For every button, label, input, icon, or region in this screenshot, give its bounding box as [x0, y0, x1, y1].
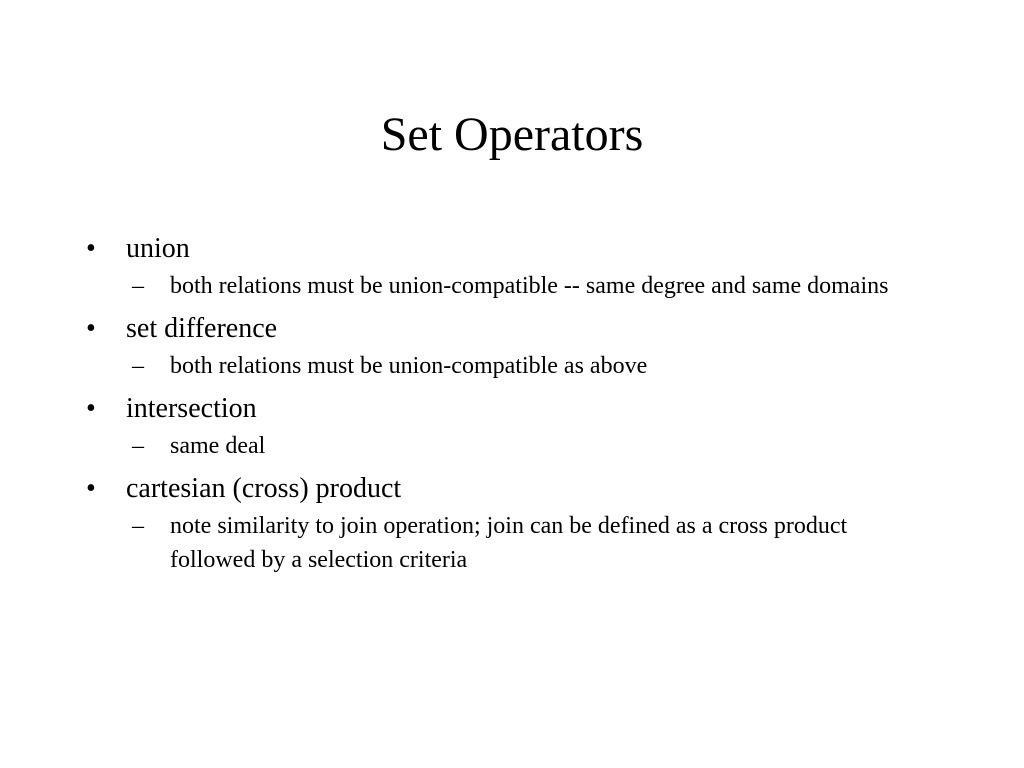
- bullet-list: [86, 229, 946, 583]
- bullet-item-union: [86, 229, 946, 303]
- sub-list: [132, 349, 946, 383]
- bullet-item-intersection: [86, 389, 946, 463]
- bullet-text: union: [126, 233, 190, 264]
- bullet-marker: •: [86, 473, 96, 504]
- bullet-item-cartesian-product: [86, 469, 946, 577]
- bullet-text: intersection: [126, 393, 257, 424]
- sub-list: [132, 509, 946, 577]
- sub-marker: –: [132, 353, 144, 379]
- sub-text: both relations must be union-compatible -- same degree and same domains: [170, 273, 889, 299]
- bullet-marker: •: [86, 393, 96, 424]
- sub-list: [132, 429, 946, 463]
- sub-text: both relations must be union-compatible as above: [170, 353, 648, 379]
- sub-text: note similarity to join operation; join can be defined as a cross product followed by a selection criteria: [170, 513, 848, 573]
- sub-text: same deal: [170, 433, 266, 459]
- sub-marker: –: [132, 433, 144, 459]
- bullet-marker: •: [86, 313, 96, 344]
- slide-title: Set Operators: [380, 108, 644, 161]
- bullet-marker: •: [86, 233, 96, 264]
- bullet-item-set-difference: [86, 309, 946, 383]
- sub-item: [132, 349, 946, 383]
- bullet-text: cartesian (cross) product: [126, 473, 402, 504]
- sub-item: [132, 509, 946, 577]
- sub-marker: –: [132, 273, 144, 299]
- sub-item: [132, 429, 946, 463]
- sub-list: [132, 269, 946, 303]
- sub-marker: –: [132, 513, 144, 539]
- bullet-text: set difference: [126, 313, 278, 344]
- sub-item: [132, 269, 946, 303]
